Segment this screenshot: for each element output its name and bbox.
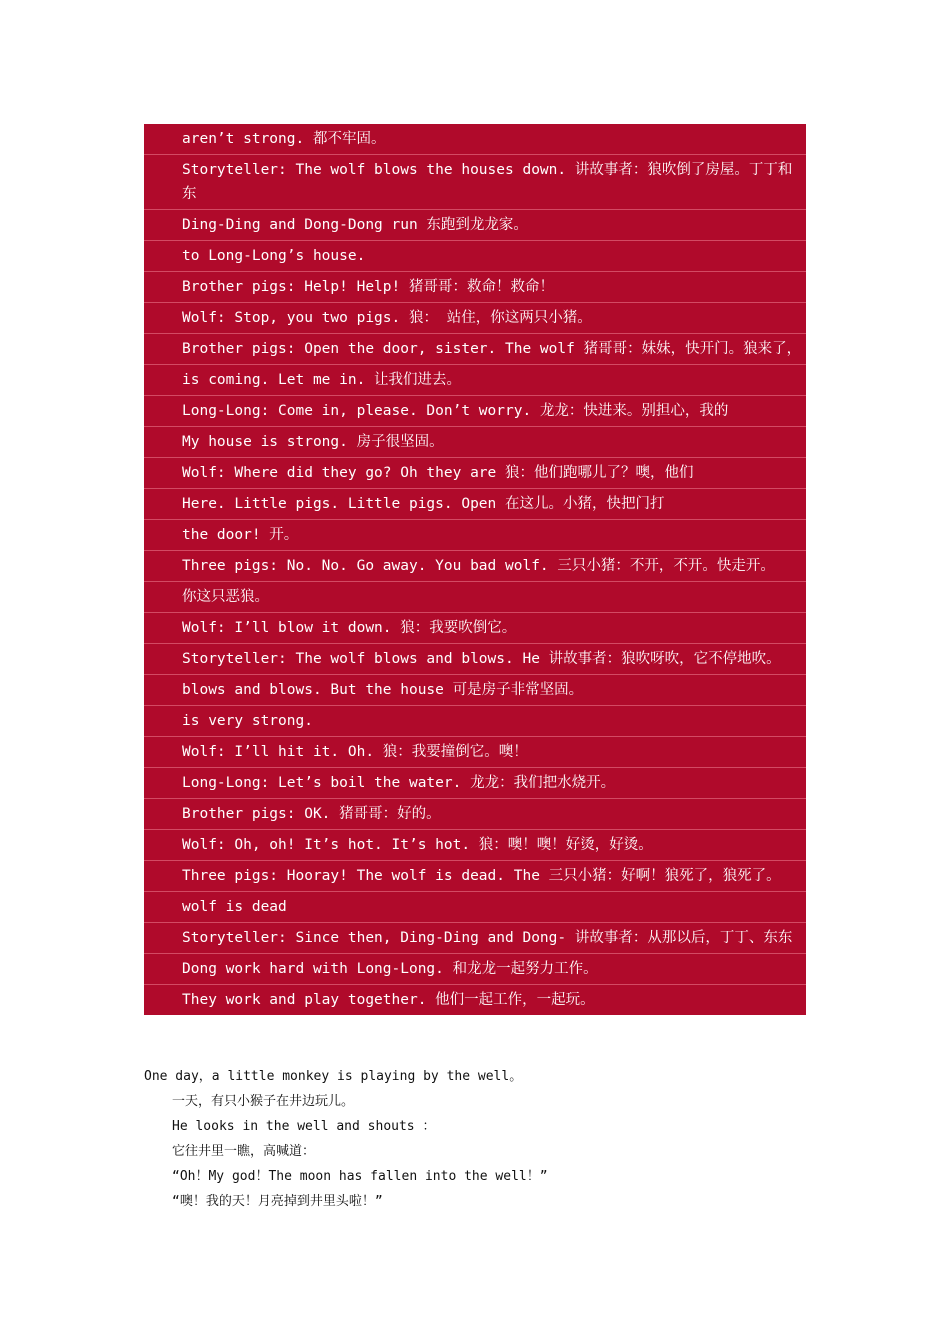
dialogue-row: Wolf: I’ll hit it. Oh. 狼：我要撞倒它。噢！ <box>144 737 806 768</box>
story-line: “噢！我的天！月亮掉到井里头啦！” <box>172 1194 383 1209</box>
dialogue-row: the door! 开。 <box>144 520 806 551</box>
dialogue-row: blows and blows. But the house 可是房子非常坚固。 <box>144 675 806 706</box>
dialogue-row: My house is strong. 房子很坚固。 <box>144 427 806 458</box>
dialogue-row: is coming. Let me in. 让我们进去。 <box>144 365 806 396</box>
dialogue-row: Three pigs: Hooray! The wolf is dead. The 三只小猪：好啊！狼死了，狼死了。 <box>144 861 806 892</box>
story-line: One day，a little monkey is playing by the well。 <box>144 1069 523 1084</box>
dialogue-row: Three pigs: No. No. Go away. You bad wolf. 三只小猪：不开，不开。快走开。 <box>144 551 806 582</box>
dialogue-row: Long-Long: Come in, please. Don’t worry. 龙龙：快进来。别担心，我的 <box>144 396 806 427</box>
dialogue-row: Storyteller: The wolf blows and blows. He 讲故事者：狼吹呀吹，它不停地吹。 <box>144 644 806 675</box>
dialogue-row: to Long-Long’s house. <box>144 241 806 272</box>
dialogue-row: Long-Long: Let’s boil the water. 龙龙：我们把水烧开。 <box>144 768 806 799</box>
dialogue-row: Dong work hard with Long-Long. 和龙龙一起努力工作。 <box>144 954 806 985</box>
story-line: “Oh！My god！The moon has fallen into the well！” <box>172 1169 548 1184</box>
dialogue-table <box>144 124 806 1015</box>
monkey-story <box>144 1064 784 1214</box>
dialogue-row: They work and play together. 他们一起工作，一起玩。 <box>182 992 595 1008</box>
dialogue-row: aren’t strong. 都不牢固。 <box>144 124 806 155</box>
dialogue-row: wolf is dead <box>144 892 806 923</box>
dialogue-row: Here. Little pigs. Little pigs. Open 在这儿。小猪，快把门打 <box>144 489 806 520</box>
dialogue-row: Wolf: Stop, you two pigs. 狼： 站住，你这两只小猪。 <box>144 303 806 334</box>
dialogue-row: Brother pigs: Help! Help! 猪哥哥：救命！救命！ <box>144 272 806 303</box>
dialogue-row: Wolf: Oh, oh! It’s hot. It’s hot. 狼：噢！噢！好烫，好烫。 <box>144 830 806 861</box>
dialogue-row: 你这只恶狼。 <box>144 582 806 613</box>
story-line: He looks in the well and shouts ： <box>172 1119 436 1134</box>
dialogue-row: Storyteller: The wolf blows the houses down. 讲故事者：狼吹倒了房屋。丁丁和东 <box>144 155 806 210</box>
dialogue-row: is very strong. <box>144 706 806 737</box>
dialogue-row: Ding-Ding and Dong-Dong run 东跑到龙龙家。 <box>144 210 806 241</box>
dialogue-row: Brother pigs: Open the door, sister. The wolf 猪哥哥：妹妹，快开门。狼来了， <box>144 334 806 365</box>
dialogue-row: Brother pigs: OK. 猪哥哥：好的。 <box>144 799 806 830</box>
dialogue-row: Wolf: I’ll blow it down. 狼：我要吹倒它。 <box>144 613 806 644</box>
dialogue-row: Storyteller: Since then, Ding-Ding and Dong- 讲故事者：从那以后，丁丁、东东 <box>144 923 806 954</box>
story-line: 一天，有只小猴子在井边玩儿。 <box>172 1094 355 1109</box>
dialogue-row: Wolf: Where did they go? Oh they are 狼：他们跑哪儿了？噢，他们 <box>144 458 806 489</box>
story-line: 它往井里一瞧，高喊道： <box>172 1144 316 1159</box>
